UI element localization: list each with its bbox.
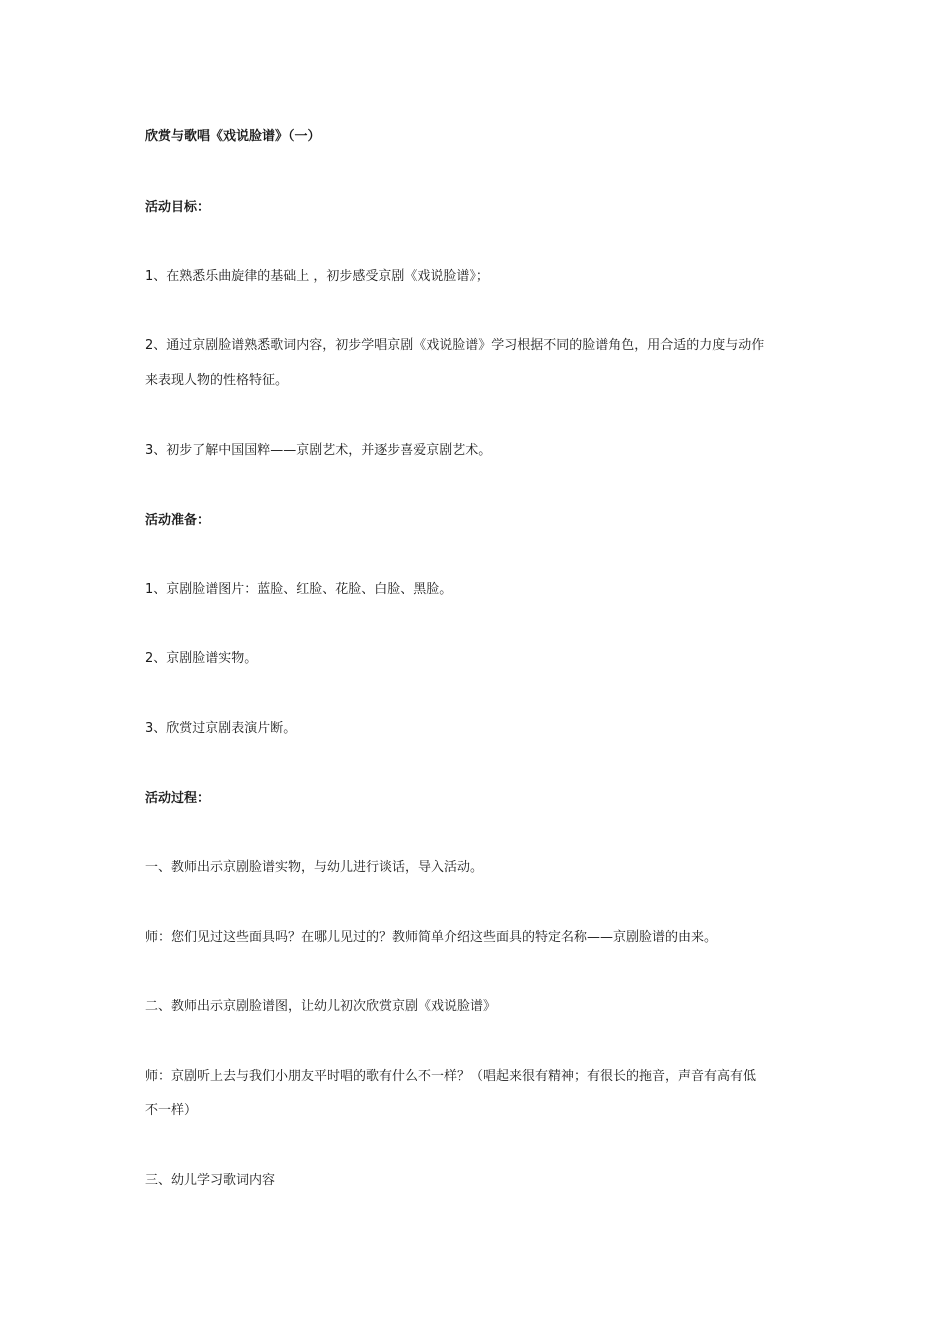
document-title: 欣赏与歌唱《戏说脸谱》（一） [145, 129, 321, 144]
goal-item-2-continued: 来表现人物的性格特征。 [145, 373, 289, 388]
prep-heading: 活动准备： [145, 513, 211, 528]
process-dialogue-2-continued: 不一样） [145, 1103, 198, 1118]
process-step-2: 二、教师出示京剧脸谱图，让幼儿初次欣赏京剧《戏说脸谱》 [145, 999, 497, 1014]
process-dialogue-2: 师：京剧听上去与我们小朋友平时唱的歌有什么不一样？（唱起来很有精神；有很长的拖音，声音有高有低 [145, 1069, 757, 1084]
prep-item-3: 3、欣赏过京剧表演片断。 [145, 721, 297, 736]
goal-item-2: 2、通过京剧脸谱熟悉歌词内容，初步学唱京剧《戏说脸谱》学习根据不同的脸谱角色，用合适的力度与动作 [145, 338, 765, 353]
process-step-1: 一、教师出示京剧脸谱实物，与幼儿进行谈话，导入活动。 [145, 860, 484, 875]
goal-item-3: 3、初步了解中国国粹——京剧艺术，并逐步喜爱京剧艺术。 [145, 443, 492, 458]
goal-item-1: 1、在熟悉乐曲旋律的基础上 ，初步感受京剧《戏说脸谱》； [145, 269, 489, 284]
process-step-3: 三、幼儿学习歌词内容 [145, 1173, 276, 1188]
process-heading: 活动过程： [145, 791, 211, 806]
process-dialogue-1: 师：您们见过这些面具吗？在哪儿见过的？教师简单介绍这些面具的特定名称——京剧脸谱的由来。 [145, 930, 718, 945]
goals-heading: 活动目标： [145, 200, 211, 215]
prep-item-1: 1、京剧脸谱图片：蓝脸、红脸、花脸、白脸、黑脸。 [145, 582, 453, 597]
prep-item-2: 2、京剧脸谱实物。 [145, 651, 258, 666]
